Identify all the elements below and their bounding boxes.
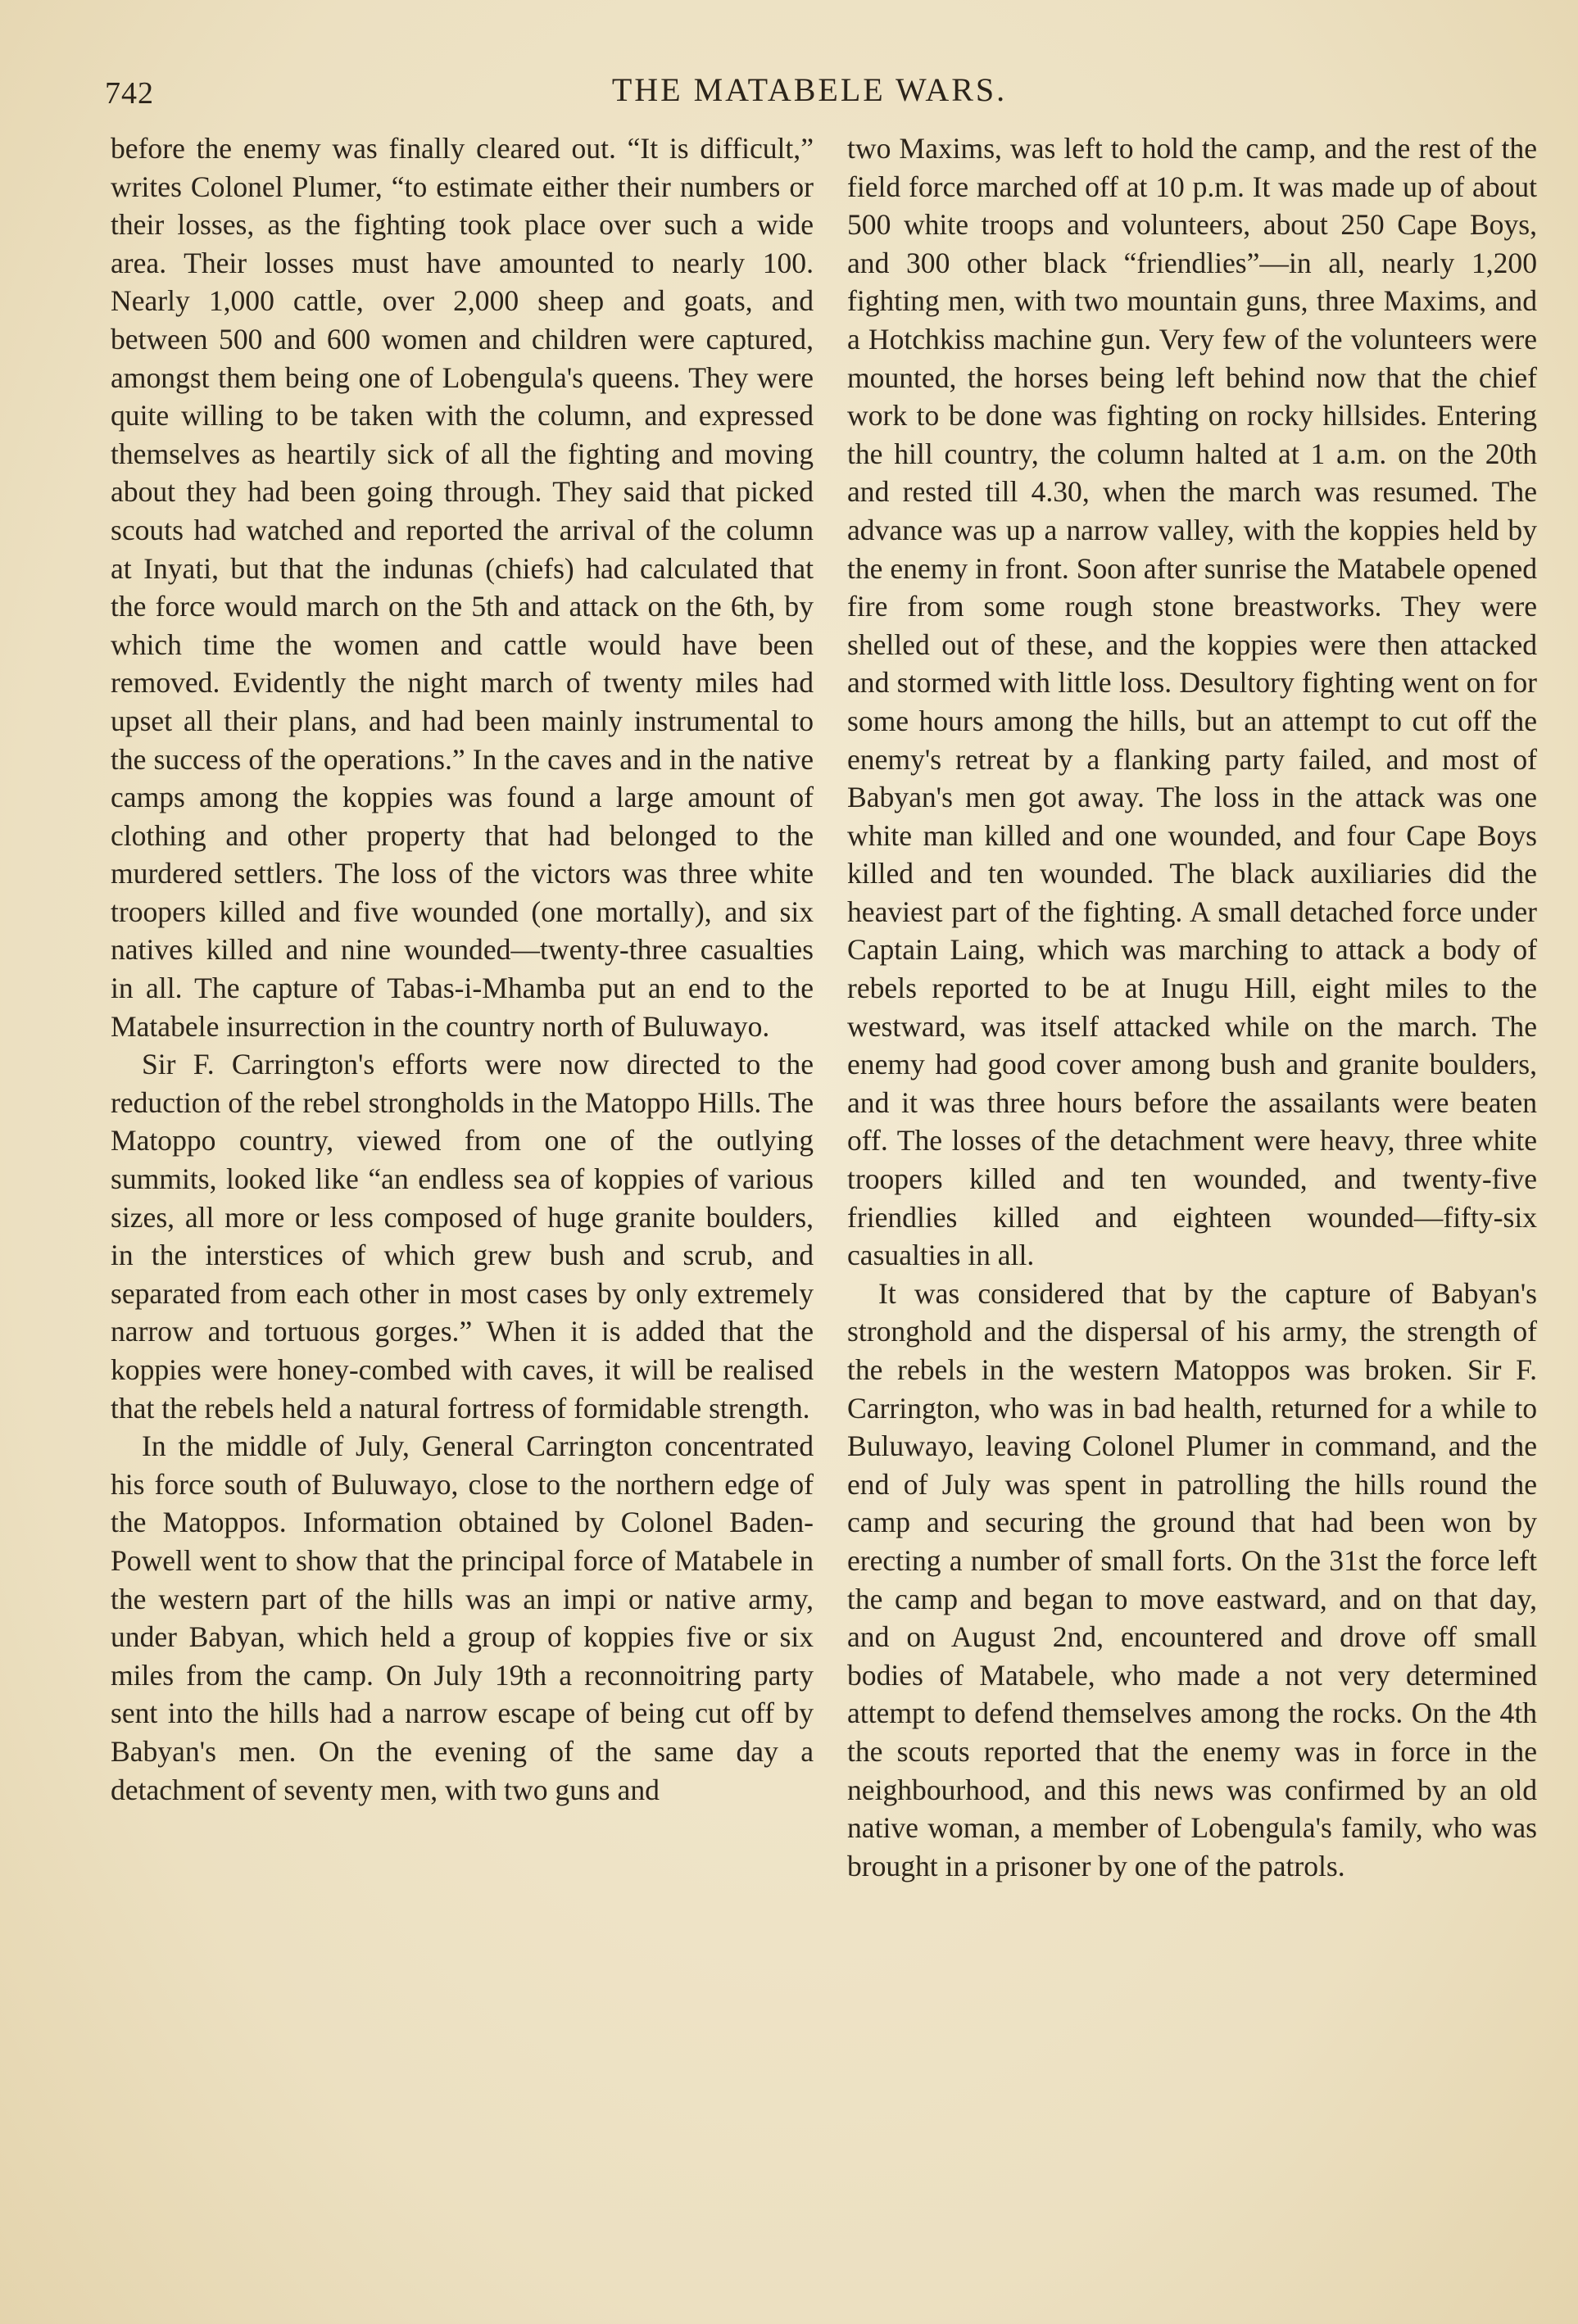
- right-column: [847, 129, 1537, 1885]
- paragraph: It was considered that by the capture of Babyan's stronghold and the dispersal of his army, the strength of the rebels in the western Matoppos was broken. Sir F. Carrington, who was in bad health, returned for a while to Buluwayo, leaving Colonel Plumer in command, and the end of July was spent in patrolling the hills round the camp and securing the ground that had been won by erecting a number of small forts. On the 31st the force left the camp and began to move eastward, and on that day, and on August 2nd, encountered and drove off small bodies of Matabele, who made a not very determined attempt to defend themselves among the rocks. On the 4th the scouts reported that the enemy was in force in the neighbourhood, and this news was confirmed by an old native woman, a member of Lobengula's family, who was brought in a prisoner by one of the patrols.: [847, 1276, 1537, 1882]
- paragraph: two Maxims, was left to hold the camp, and the rest of the field force marched off at 10 p.m. It was made up of about 500 white troops and volunteers, about 250 Cape Boys, and 300 other black “friendlies”—in all, nearly 1,200 fighting men, with two mountain guns, three Maxims, and a Hotchkiss machine gun. Very few of the volunteers were mounted, the horses being left behind now that the chief work to be done was fighting on rocky hillsides. Entering the hill country, the column halted at 1 a.m. on the 20th and rested till 4.30, when the march was resumed. The advance was up a narrow valley, with the koppies held by the enemy in front. Soon after sunrise the Matabele opened fire from some rough stone breastworks. They were shelled out of these, and the koppies were then attacked and stormed with little loss. Desultory fighting went on for some hours among the hills, but an attempt to cut off the enemy's retreat by a flanking party failed, and most of Babyan's men got away. The loss in the attack was one white man killed and one wounded, and four Cape Boys killed and ten wounded. The black auxiliaries did the heaviest part of the fighting. A small detached force under Captain Laing, which was marching to attack a body of rebels reported to be at Inugu Hill, eight miles to the westward, was itself attacked while on the march. The enemy had good cover among bush and granite boulders, and it was three hours before the assailants were beaten off. The losses of the detachment were heavy, three white troopers killed and ten wounded, and twenty-five friendlies killed and eighteen wounded—fifty-six casualties in all.: [847, 132, 1537, 1272]
- page-number: 742: [105, 76, 154, 111]
- page-header: [105, 64, 1514, 113]
- left-column: [111, 129, 814, 1809]
- paragraph: In the middle of July, General Carrington concentrated his force south of Buluwayo, close to the northern edge of the Matoppos. Information obtained by Colonel Baden-Powell went to show that the principal force of Matabele in the western part of the hills was an impi or native army, under Babyan, which held a group of koppies five or six miles from the camp. On July 19th a reconnoitring party sent into the hills had a narrow escape of being cut off by Babyan's men. On the evening of the same day a detachment of seventy men, with two guns and: [111, 1429, 814, 1806]
- paragraph: before the enemy was finally cleared out. “It is difficult,” writes Colonel Plumer, “to estimate either their numbers or their losses, as the fighting took place over such a wide area. Their losses must have amounted to nearly 100. Nearly 1,000 cattle, over 2,000 sheep and goats, and between 500 and 600 women and children were captured, amongst them being one of Lobengula's queens. They were quite willing to be taken with the column, and expressed themselves as heartily sick of all the fighting and moving about they had been going through. They said that picked scouts had watched and reported the arrival of the column at Inyati, but that the indunas (chiefs) had calculated that the force would march on the 5th and attack on the 6th, by which time the women and cattle would have been removed. Evidently the night march of twenty miles had upset all their plans, and had been mainly instrumental to the success of the operations.” In the caves and in the native camps among the koppies was found a large amount of clothing and other property that had belonged to the murdered settlers. The loss of the victors was three white troopers killed and five wounded (one mortally), and six natives killed and nine wounded—twenty-three casualties in all. The capture of Tabas-i-Mhamba put an end to the Matabele insurrection in the country north of Buluwayo.: [111, 132, 814, 1043]
- running-title: THE MATABELE WARS.: [611, 71, 1008, 108]
- paragraph: Sir F. Carrington's efforts were now directed to the reduction of the rebel strongholds in the Matoppo Hills. The Matoppo country, viewed from one of the outlying summits, looked like “an endless sea of koppies of various sizes, all more or less composed of huge granite boulders, in the interstices of which grew bush and scrub, and separated from each other in most cases by only extremely narrow and tortuous gorges.” When it is added that the koppies were honey-combed with caves, it will be realised that the rebels held a natural fortress of formidable strength.: [111, 1048, 814, 1425]
